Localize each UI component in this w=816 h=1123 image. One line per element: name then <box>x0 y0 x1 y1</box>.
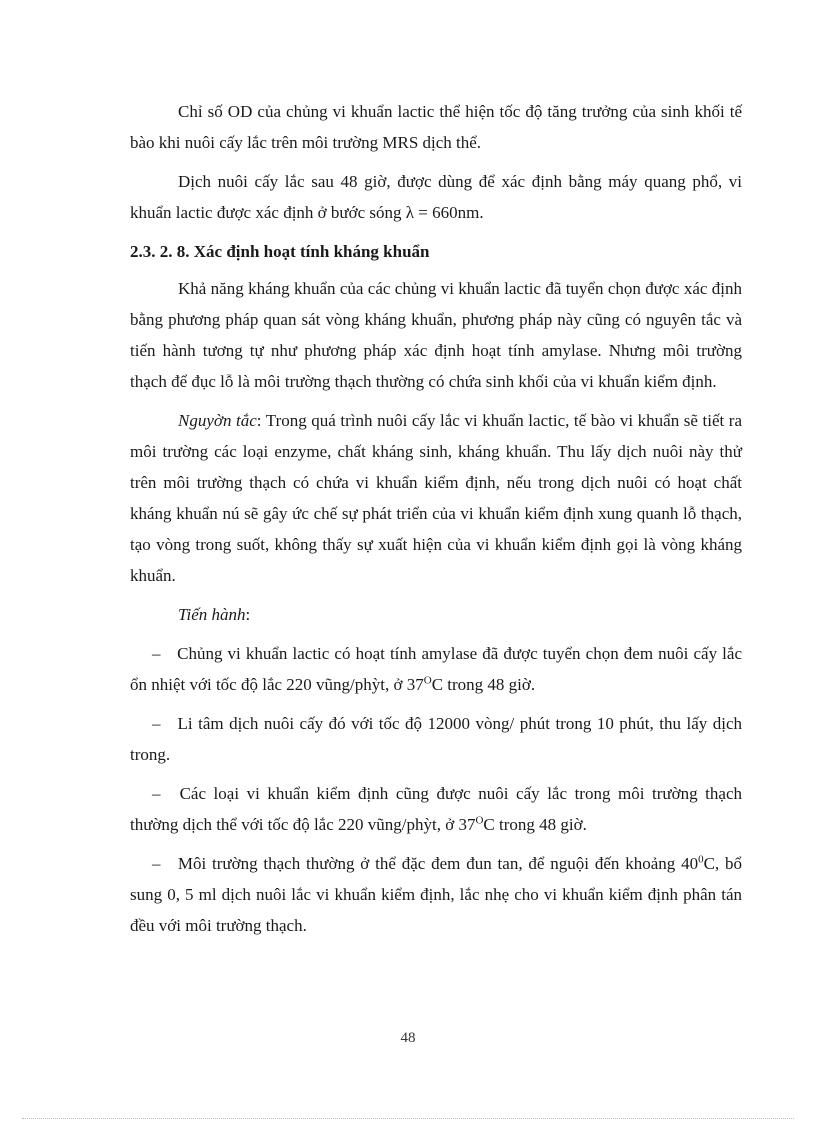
page-number: 48 <box>400 1030 416 1046</box>
step-4-superscript: 0 <box>698 853 704 866</box>
procedure-label: Tiến hành <box>178 605 246 624</box>
step-1-text-b: C trong 48 giờ. <box>431 675 536 694</box>
document-page <box>130 96 742 949</box>
dash-marker: – <box>152 854 161 873</box>
paragraph-procedure-label <box>130 599 742 630</box>
list-item <box>130 778 742 840</box>
principle-label: Nguyờn tắc <box>178 411 257 430</box>
dash-marker: – <box>152 714 161 733</box>
section-heading: 2.3. 2. 8. Xác định hoạt tính kháng khuẩn <box>130 242 430 261</box>
footer-divider <box>22 1118 794 1119</box>
paragraph-principle <box>130 405 742 591</box>
paragraph-antibacterial-ability: Khả năng kháng khuẩn của các chủng vi khuẩn lactic đã tuyển chọn được xác định bằng phương pháp quan sát vòng kháng khuẩn, phương pháp này cũng có nguyên tắc và tiến hành tương tự như phương pháp xác định hoạt tính amylase. Nhưng môi trường thạch để đục lỗ là môi trường thạch thường có chứa sinh khối của vi khuẩn kiểm định. <box>130 279 742 391</box>
list-item <box>130 848 742 941</box>
paragraph-od-index: Chỉ số OD của chủng vi khuẩn lactic thể hiện tốc độ tăng trưởng của sinh khối tế bào khi nuôi cấy lắc trên môi trường MRS dịch thể. <box>130 102 742 152</box>
paragraph-spectrophotometer: Dịch nuôi cấy lắc sau 48 giờ, được dùng để xác định bằng máy quang phổ, vi khuẩn lactic được xác định ở bước sóng λ = 660nm. <box>130 172 742 222</box>
step-4-text-b: C, bổ sung 0, 5 ml dịch nuôi lắc vi khuẩn kiểm định, lắc nhẹ cho vi khuẩn kiểm định phân tán đều với môi trường thạch. <box>130 854 742 935</box>
principle-text: : Trong quá trình nuôi cấy lắc vi khuẩn lactic, tế bào vi khuẩn sẽ tiết ra môi trường các loại enzyme, chất kháng sinh, kháng khuẩn. Thu lấy dịch nuôi này thử trên môi trường thạch có chứa vi khuẩn kiểm định, nếu trong dịch nuôi có hoạt chất kháng khuẩn nú sẽ gây ức chế sự phát triển của vi khuẩn kiểm định xung quanh lỗ thạch, tạo vòng trong suốt, không thấy sự xuất hiện của vi khuẩn kiểm định gọi là vòng kháng khuẩn. <box>130 411 742 585</box>
procedure-colon: : <box>245 605 251 624</box>
list-item <box>130 638 742 700</box>
dash-marker: – <box>152 784 161 803</box>
step-1-superscript: O <box>423 674 432 687</box>
step-1-text-a: Chủng vi khuẩn lactic có hoạt tính amylase đã được tuyển chọn đem nuôi cấy lắc ổn nhiệt với tốc độ lắc 220 vũng/phỳt, ở 37 <box>130 644 742 694</box>
list-item <box>130 708 742 770</box>
dash-marker: – <box>152 644 161 663</box>
step-3-superscript: O <box>475 814 484 827</box>
step-3-text-a: Các loại vi khuẩn kiểm định cũng được nuôi cấy lắc trong môi trường thạch thường dịch thể với tốc độ lắc 220 vũng/phỳt, ở 37 <box>130 784 742 834</box>
step-4-text-a: Môi trường thạch thường ở thể đặc đem đun tan, để nguội đến khoảng 40 <box>177 854 699 873</box>
step-3-text-b: C trong 48 giờ. <box>483 815 587 834</box>
step-2-text: Li tâm dịch nuôi cấy đó với tốc độ 12000 vòng/ phút trong 10 phút, thu lấy dịch trong. <box>130 714 743 764</box>
